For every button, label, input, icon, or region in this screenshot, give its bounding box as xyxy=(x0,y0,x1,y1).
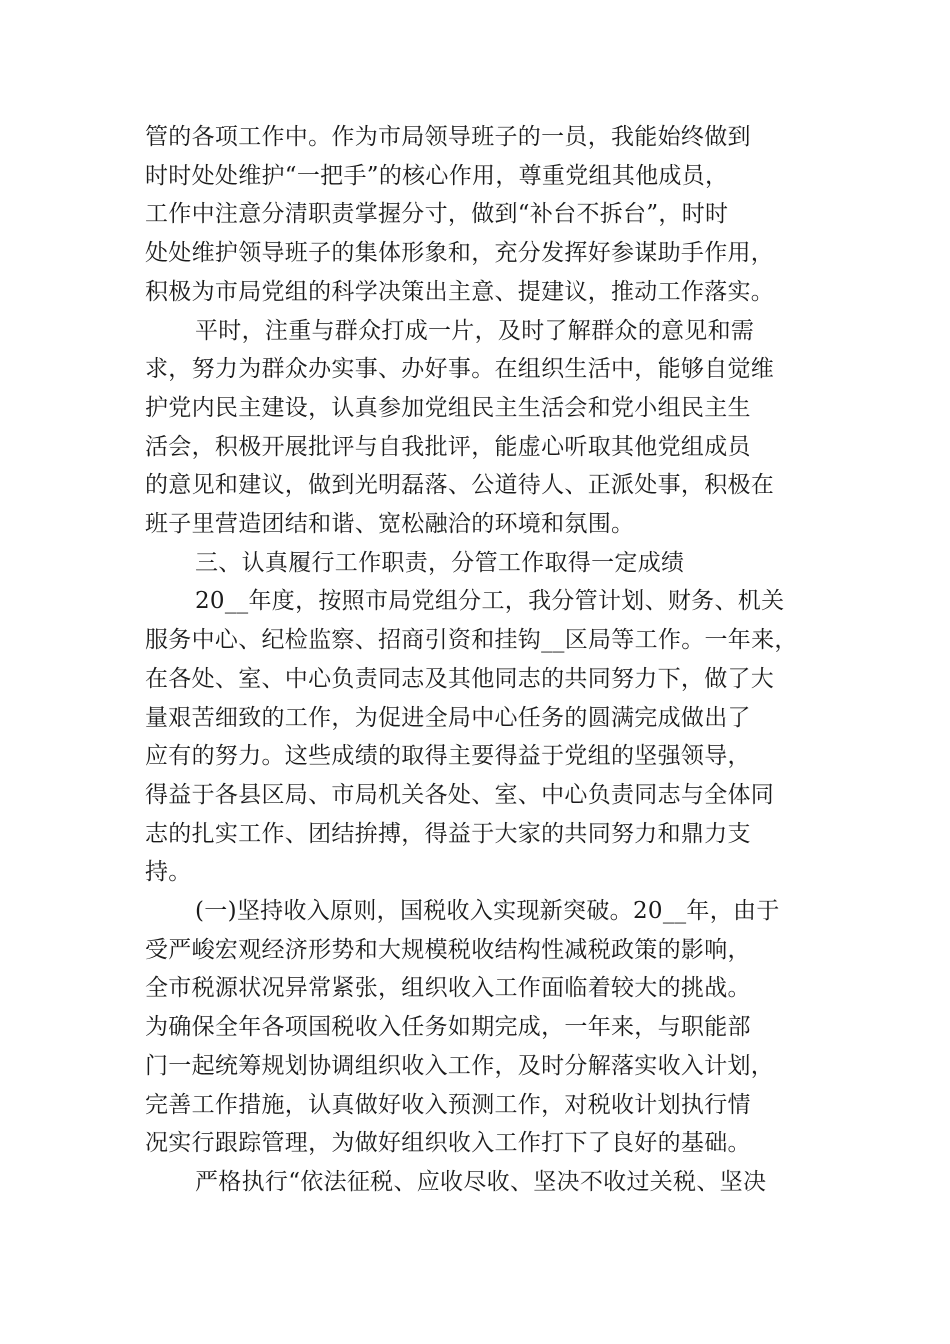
section-heading xyxy=(145,544,825,583)
heading-line: 三、认真履行工作职责，分管工作取得一定成绩 xyxy=(195,549,685,576)
text-line: 受严峻宏观经济形势和大规模税收结构性减税政策的影响， xyxy=(145,936,751,963)
text-line: 求，努力为群众办实事、办好事。在组织生活中，能够自觉维 xyxy=(145,356,775,383)
text-line: 服务中心、纪检监察、招商引资和挂钩__区局等工作。一年来， xyxy=(145,627,798,654)
text-line: 志的扎实工作、团结拚搏，得益于大家的共同努力和鼎力支 xyxy=(145,820,751,847)
text-line: 为确保全年各项国税收入任务如期完成，一年来，与职能部 xyxy=(145,1014,751,1041)
text-line: 20__年度，按照市局党组分工，我分管计划、财务、机关 xyxy=(195,588,785,615)
text-line: 管的各项工作中。作为市局领导班子的一员，我能始终做到 xyxy=(145,124,751,150)
text-line: 门一起统筹规划协调组织收入工作，及时分解落实收入计划， xyxy=(145,1052,775,1079)
text-line: 量艰苦细致的工作，为促进全局中心任务的圆满完成做出了 xyxy=(145,704,751,731)
text-line: 应有的努力。这些成绩的取得主要得益于党组的坚强领导， xyxy=(145,743,751,770)
text-line: 护党内民主建设，认真参加党组民主生活会和党小组民主生 xyxy=(145,394,751,421)
text-line: 处处维护领导班子的集体形象和，充分发挥好参谋助手作用， xyxy=(145,240,775,267)
text-line: 工作中注意分清职责掌握分寸，做到“补台不拆台”，时时 xyxy=(145,201,729,228)
paragraph-4 xyxy=(145,892,825,1163)
paragraph-1 xyxy=(145,118,825,312)
text-line: 全市税源状况异常紧张，组织收入工作面临着较大的挑战。 xyxy=(145,975,751,1002)
text-line: 完善工作措施，认真做好收入预测工作，对税收计划执行情 xyxy=(145,1091,751,1118)
text-line: 积极为市局党组的科学决策出主意、提建议，推动工作落实。 xyxy=(145,278,775,305)
text-line: 班子里营造团结和谐、宽松融洽的环境和氛围。 xyxy=(145,511,635,538)
paragraph-3 xyxy=(145,582,825,892)
text-line: 活会，积极开展批评与自我批评，能虚心听取其他党组成员 xyxy=(145,433,751,460)
text-line: 时时处处维护“一把手”的核心作用，尊重党组其他成员， xyxy=(145,162,729,189)
document-page xyxy=(145,118,825,1202)
text-line: 持。 xyxy=(145,859,192,886)
text-line: 得益于各县区局、市局机关各处、室、中心负责同志与全体同 xyxy=(145,781,775,808)
paragraph-5 xyxy=(145,1163,825,1202)
text-line: (一)坚持收入原则，国税收入实现新突破。20__年，由于 xyxy=(195,898,780,925)
text-line: 的意见和建议，做到光明磊落、公道待人、正派处事，积极在 xyxy=(145,472,775,499)
text-line: 平时，注重与群众打成一片，及时了解群众的意见和需 xyxy=(195,317,755,344)
text-line: 在各处、室、中心负责同志及其他同志的共同努力下，做了大 xyxy=(145,665,775,692)
text-line: 况实行跟踪管理，为做好组织收入工作打下了良好的基础。 xyxy=(145,1130,751,1157)
paragraph-2 xyxy=(145,312,825,544)
text-line: 严格执行“依法征税、应收尽收、坚决不收过关税、坚决 xyxy=(195,1168,767,1195)
